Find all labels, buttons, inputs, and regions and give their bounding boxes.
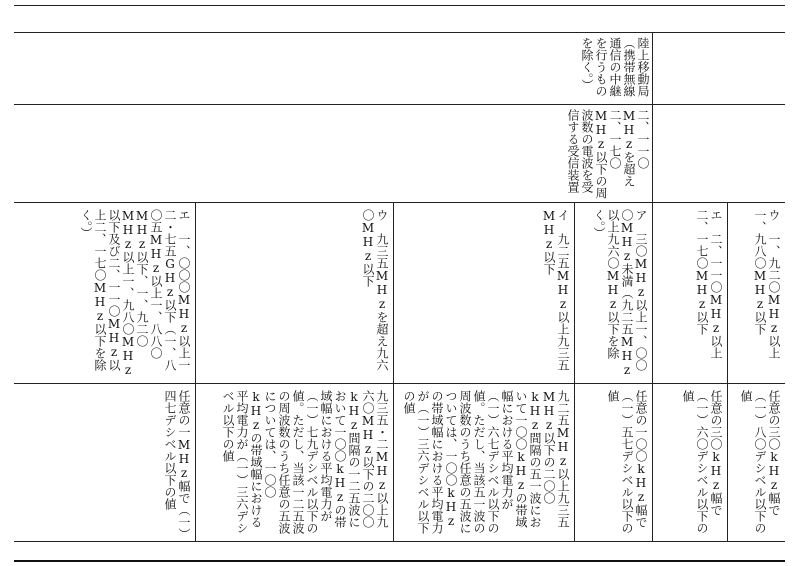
limit-text: 任意の一MHz幅で（一）四七デシベル以下の値	[163, 390, 191, 534]
limit-cell-e-2110	[653, 384, 727, 541]
row1-bottom-border	[14, 104, 785, 105]
limit-cell-i-925	[394, 384, 574, 541]
limit-cell-u-935	[196, 384, 393, 541]
limit-cell-e-1000	[14, 384, 195, 541]
range-text: ウ 一、九二〇MHz以上一、九八〇MHz以下	[753, 209, 781, 359]
range-cell-e-1000	[14, 203, 195, 383]
range-text: ア 三〇MHz以上一、〇〇〇MHz未満（九二五MHz以上九六〇MHz以下を除く。）	[592, 209, 648, 377]
range-text: エ 二、一一〇MHz以上二、一七〇MHz以下	[695, 209, 723, 359]
category-cell-receiver	[540, 105, 652, 202]
category-cell-mobile-station	[580, 33, 652, 104]
limit-cell-u-1920	[728, 384, 785, 541]
limit-text: 九三五・二MHz以上九六〇MHz以下の二〇〇kHz間隔の一二五波において一〇〇kHzの帯域幅における平均電力が（一）七九デシベル以下の値。ただし、当該一二五波の周波数のうち任意の五波については、一〇〇kHzの帯域幅における平均電力が（一）三六デシベル以下の値	[221, 390, 389, 534]
range-text: ウ 九三五MHzを超え九六〇MHz以下	[361, 209, 389, 371]
range-cell-u-1920	[728, 203, 785, 383]
category-text-receiver: 二、一一〇MHzを超え二、一七〇MHz以下の周波数の電波を受信する受信装置	[566, 109, 650, 199]
range-text: イ 九二五MHz以上九三五MHz以下	[542, 209, 570, 371]
limit-text: 任意の三〇kHz幅で（一）六〇デシベル以下の値	[681, 390, 723, 534]
category-text-mobile-station: 陸上移動局（携帯無線通信の中継を行うものを除く。）	[580, 37, 650, 97]
range-cell-i-925	[394, 203, 574, 383]
top-rule	[14, 5, 785, 6]
table-bottom-border	[14, 541, 785, 542]
header-divider	[652, 32, 653, 202]
bottom-rule	[14, 560, 785, 562]
range-cell-a-30	[575, 203, 652, 383]
range-cell-u-935	[196, 203, 393, 383]
limit-cell-a-30	[575, 384, 652, 541]
limit-text: 任意の三〇kHz幅で（一）八〇デシベル以下の値	[739, 390, 781, 534]
range-text: エ 一、〇〇〇MHz以上一二・七五GHz以下（一、八〇五MHz以上一、八八〇MHz以下、一、九二〇MHz以上一、九八〇MHz以下及び二、一一〇MHz以上二、一七〇MHz以下を除く。）	[79, 209, 191, 377]
table-top-border	[14, 32, 785, 33]
range-cell-e-2110	[653, 203, 727, 383]
limit-text: 九二五MHz以上九三五MHz以下の二〇〇kHz間隔の五一波において一〇〇kHzの帯域幅における平均電力が（一）六七デシベル以下の値。ただし、当該五一波の周波数のうち任意の五波については、一〇〇kHzの帯域幅における平均電力が（一）三六デシベル以下の値	[402, 390, 570, 534]
limit-text: 任意の一〇〇kHz幅で（一）五七デシベル以下の値	[606, 390, 648, 534]
